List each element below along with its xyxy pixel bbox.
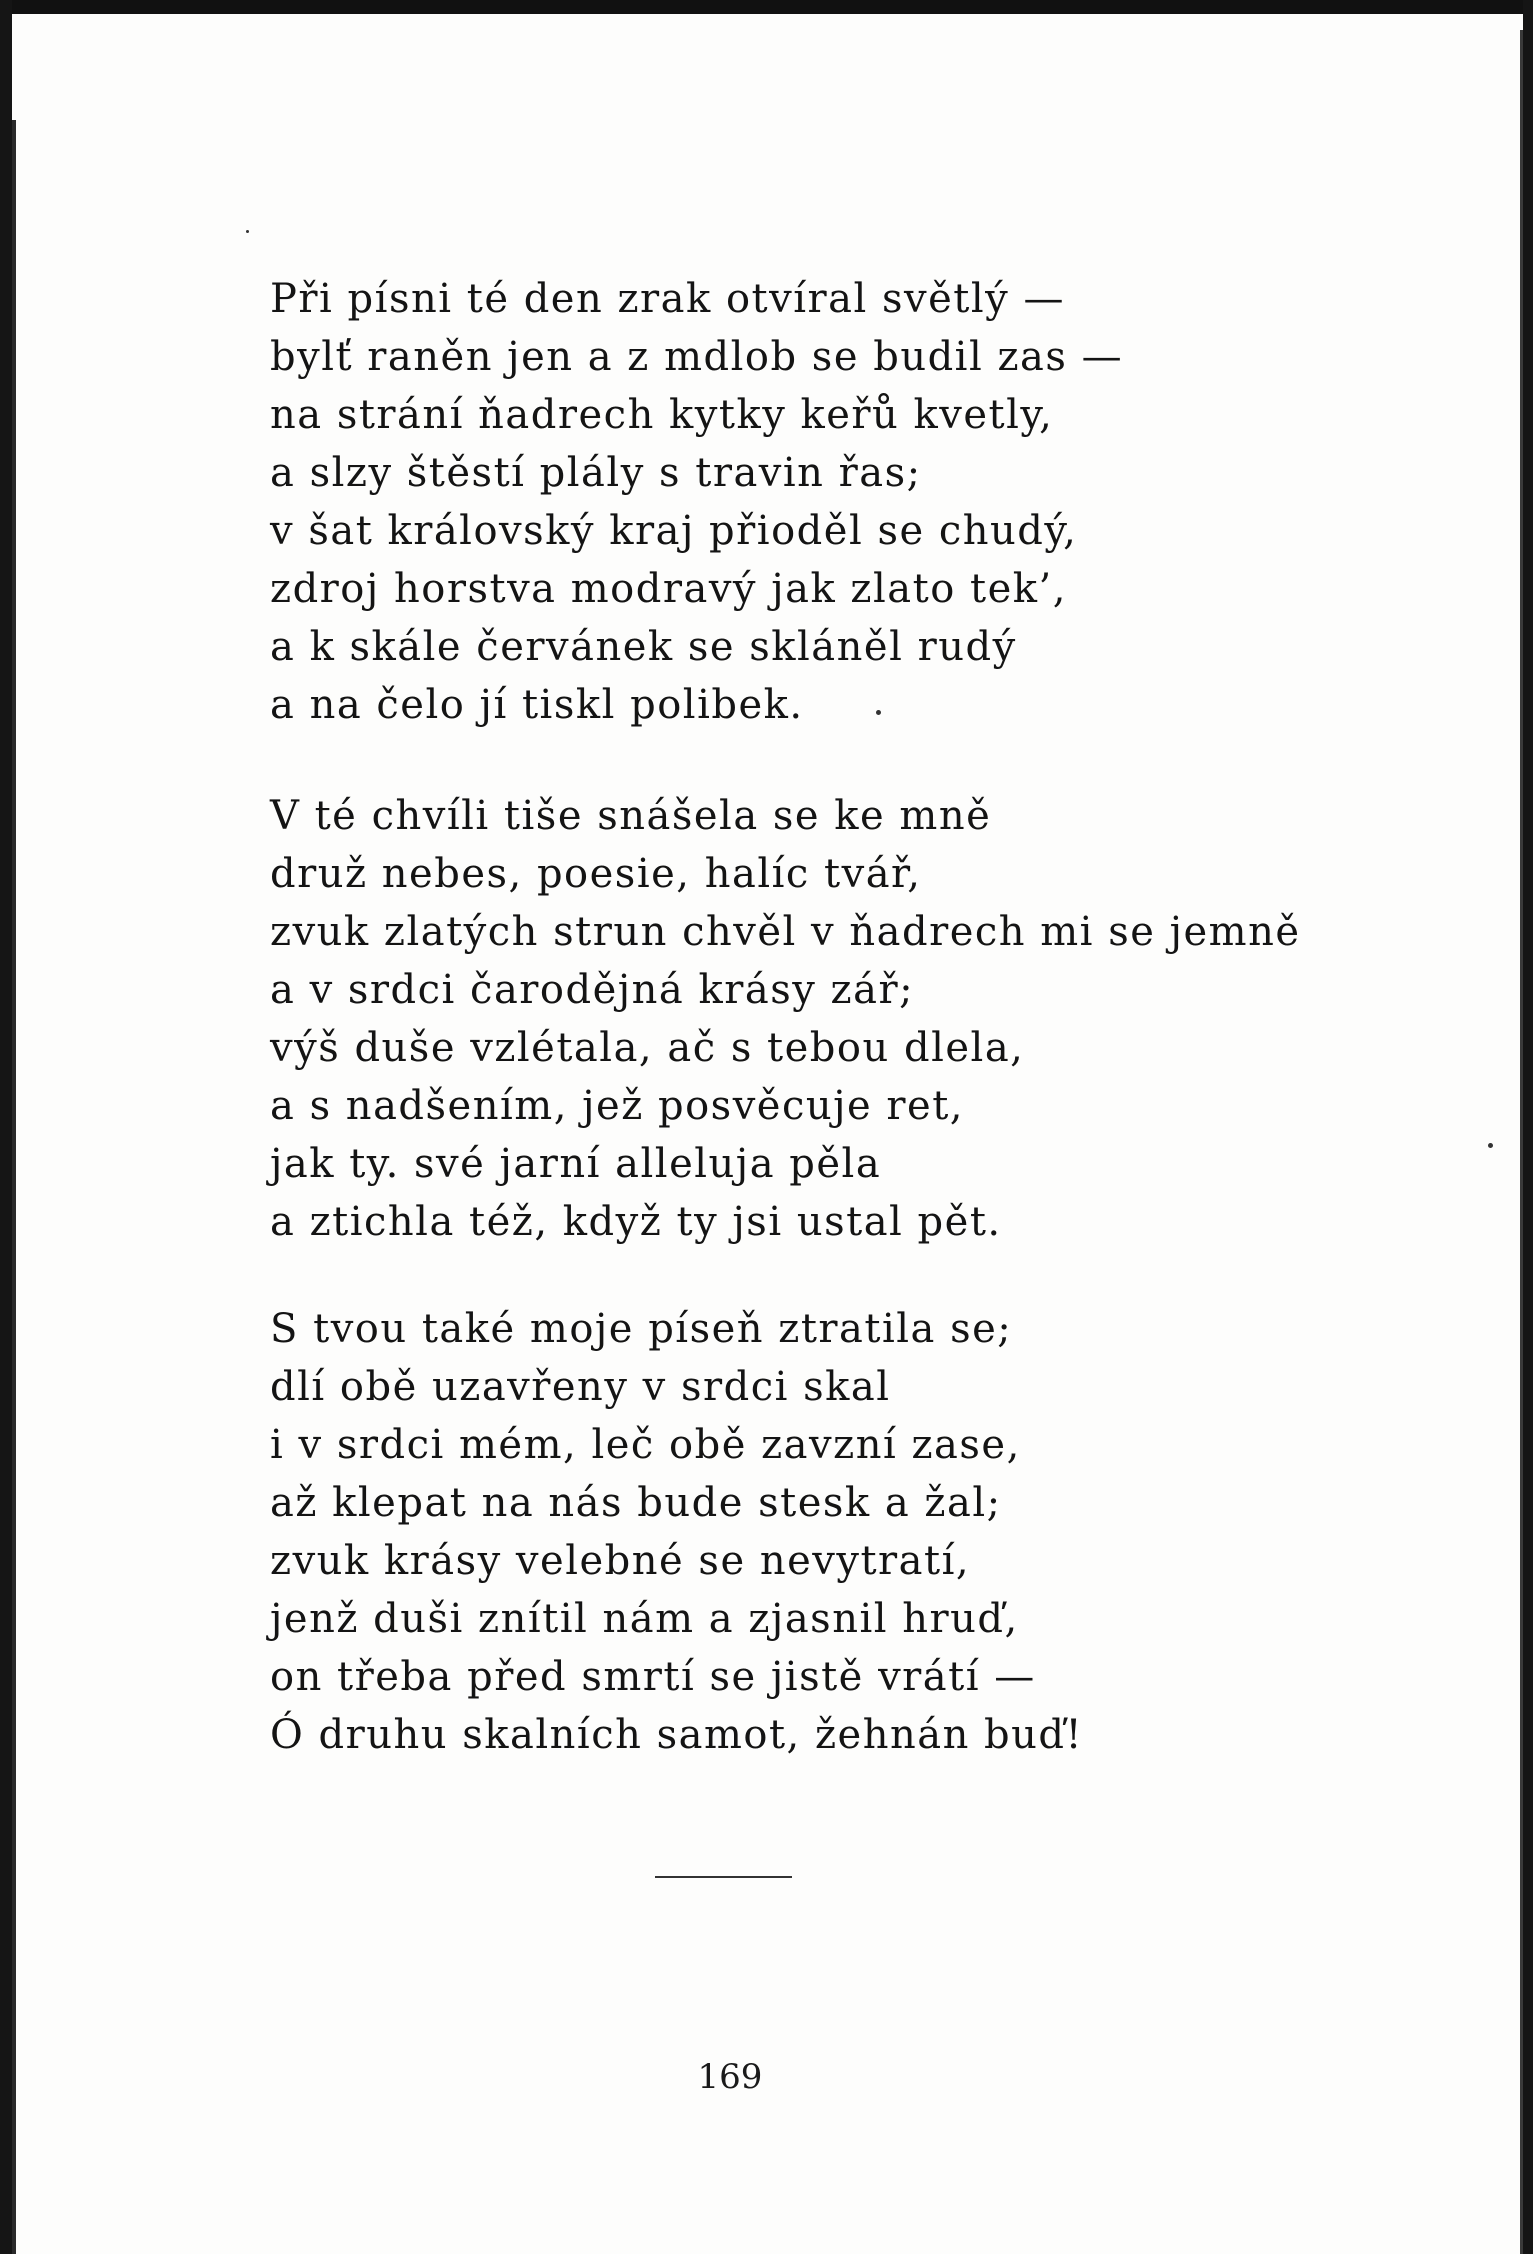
scan-right-border (1523, 0, 1533, 2254)
poem-line: bylť raněn jen a z mdlob se budil zas — (270, 334, 1124, 380)
poem-line: jak ty. své jarní alleluja pěla (270, 1141, 882, 1187)
section-divider (655, 1876, 792, 1878)
stanza (270, 270, 1123, 734)
poem-line: Ó druhu skalních samot, žehnán buď! (270, 1712, 1084, 1758)
poem-line: zvuk krásy velebné se nevytratí, (270, 1538, 971, 1584)
poem-line: S tvou také moje píseň ztratila se; (270, 1306, 1013, 1352)
stanza (270, 1300, 1083, 1764)
poem-line: a k skále červánek se skláněl rudý (270, 624, 1017, 670)
page-number: 169 (697, 2057, 763, 2097)
poem-line: dlí obě uzavřeny v srdci skal (270, 1364, 891, 1410)
scan-left-border (0, 0, 12, 2254)
scan-top-border (0, 0, 1533, 14)
poem-line: jenž duši znítil nám a zjasnil hruď, (270, 1596, 1019, 1642)
poem-line: a na čelo jí tiskl polibek. (270, 682, 804, 728)
poem-line: a v srdci čarodějná krásy zář; (270, 967, 915, 1013)
poem-line: výš duše vzlétala, ač s tebou dlela, (270, 1025, 1025, 1071)
poem-line: v šat královský kraj přioděl se chudý, (270, 508, 1078, 554)
scan-left-shadow (12, 120, 16, 2254)
poem-line: V té chvíli tiše snášela se ke mně (270, 793, 992, 839)
stanza (270, 787, 1301, 1251)
poem-line: a s nadšením, jež posvěcuje ret, (270, 1083, 965, 1129)
poem-line: Při písni té den zrak otvíral světlý — (270, 276, 1065, 322)
poem-line: a slzy štěstí plály s travin řas; (270, 450, 922, 496)
poem-line: druž nebes, poesie, halíc tvář, (270, 851, 922, 897)
poem-line: na strání ňadrech kytky keřů kvetly, (270, 392, 1054, 438)
poem-line: a ztichla též, když ty jsi ustal pět. (270, 1199, 1002, 1245)
poem-line: zvuk zlatých strun chvěl v ňadrech mi se jemně (270, 909, 1301, 955)
scan-speck (1488, 1143, 1493, 1148)
poem-line: zdroj horstva modravý jak zlato tek’, (270, 566, 1067, 612)
poem-line: až klepat na nás bude stesk a žal; (270, 1480, 1002, 1526)
scan-right-shadow (1520, 30, 1523, 2254)
scan-speck (246, 230, 249, 233)
poem-line: on třeba před smrtí se jistě vrátí — (270, 1654, 1036, 1700)
poem-line: i v srdci mém, leč obě zavzní zase, (270, 1422, 1021, 1468)
